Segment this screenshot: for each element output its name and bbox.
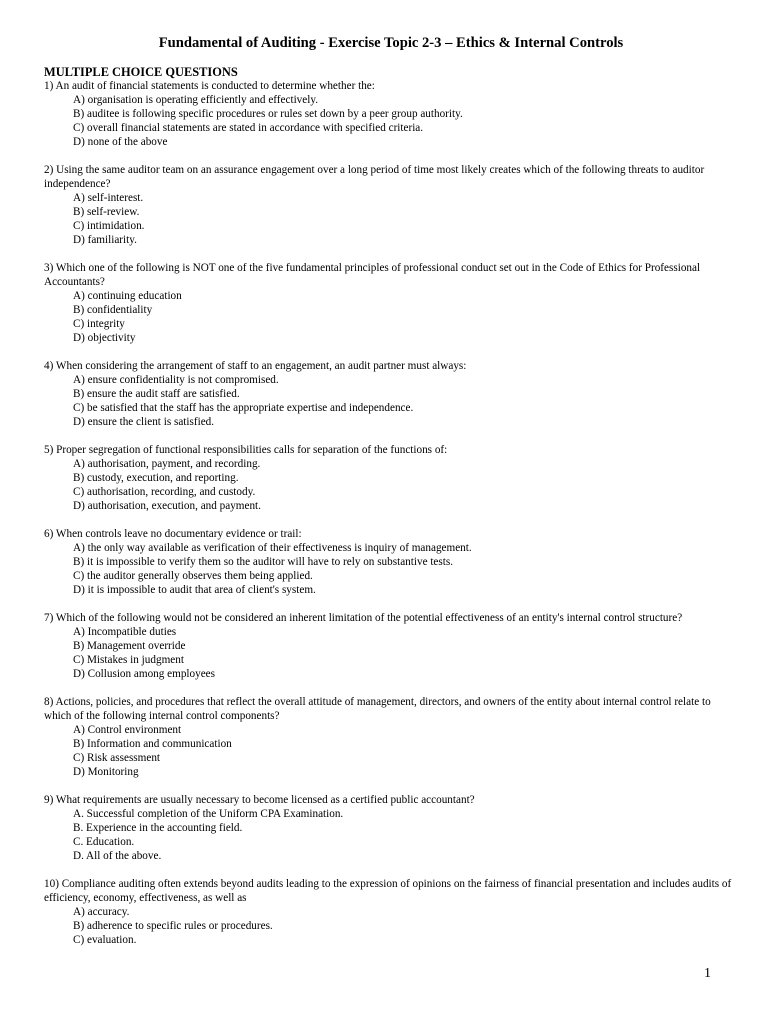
- question-4: [44, 359, 738, 429]
- answer-option: D. All of the above.: [73, 850, 162, 862]
- answer-options: [44, 625, 738, 681]
- question-text: 5) Proper segregation of functional responsibilities calls for separation of the functions of:: [44, 444, 448, 456]
- answer-option: A) continuing education: [73, 290, 182, 302]
- question-text: 1) An audit of financial statements is conducted to determine whether the:: [44, 80, 375, 92]
- question-3: [44, 261, 738, 345]
- question-text: 7) Which of the following would not be considered an inherent limitation of the potential effectiveness of an entity's internal control structure?: [44, 612, 683, 624]
- answer-option: A) Incompatible duties: [73, 626, 177, 638]
- answer-option: A. Successful completion of the Uniform CPA Examination.: [73, 808, 344, 820]
- answer-options: [44, 807, 738, 863]
- answer-option: A) ensure confidentiality is not compromised.: [73, 374, 279, 386]
- answer-option: C. Education.: [73, 836, 135, 848]
- answer-options: [44, 373, 738, 429]
- answer-option: C) intimidation.: [73, 220, 145, 232]
- question-1: [44, 79, 738, 149]
- answer-option: C) Risk assessment: [73, 752, 161, 764]
- question-text: 10) Compliance auditing often extends beyond audits leading to the expression of opinions on the fairness of financial presentation and includes audits of efficiency, economy, effectiveness, as well as: [44, 878, 732, 904]
- answer-option: A) the only way available as verification of their effectiveness is inquiry of management.: [73, 542, 472, 554]
- document-title: Fundamental of Auditing - Exercise Topic 2-3 – Ethics & Internal Controls: [158, 35, 624, 51]
- answer-option: C) overall financial statements are stated in accordance with specified criteria.: [73, 122, 424, 134]
- answer-options: [44, 457, 738, 513]
- answer-option: D) it is impossible to audit that area of client's system.: [73, 584, 316, 596]
- answer-option: C) integrity: [73, 318, 125, 330]
- answer-option: B) Management override: [73, 640, 186, 652]
- answer-option: D) ensure the client is satisfied.: [73, 416, 215, 428]
- answer-option: B) ensure the audit staff are satisfied.: [73, 388, 240, 400]
- answer-option: B. Experience in the accounting field.: [73, 822, 243, 834]
- answer-options: [44, 289, 738, 345]
- answer-option: A) accuracy.: [73, 906, 130, 918]
- section-heading: MULTIPLE CHOICE QUESTIONS: [44, 65, 238, 79]
- answer-option: D) authorisation, execution, and payment.: [73, 500, 261, 512]
- answer-option: D) objectivity: [73, 332, 136, 344]
- answer-options: [44, 191, 738, 247]
- question-text: 4) When considering the arrangement of staff to an engagement, an audit partner must always:: [44, 360, 467, 372]
- question-7: [44, 611, 738, 681]
- answer-option: A) authorisation, payment, and recording.: [73, 458, 261, 470]
- answer-option: B) Information and communication: [73, 738, 232, 750]
- answer-option: C) be satisfied that the staff has the appropriate expertise and independence.: [73, 402, 414, 414]
- answer-option: A) organisation is operating efficiently and effectively.: [73, 94, 319, 106]
- answer-option: C) evaluation.: [73, 934, 137, 946]
- answer-option: D) Collusion among employees: [73, 668, 216, 680]
- question-text: 2) Using the same auditor team on an assurance engagement over a long period of time most likely creates which of the following threats to auditor independence?: [44, 164, 705, 190]
- answer-option: B) self-review.: [73, 206, 140, 218]
- answer-option: B) adherence to specific rules or procedures.: [73, 920, 273, 932]
- question-text: 9) What requirements are usually necessary to become licensed as a certified public accountant?: [44, 794, 475, 806]
- answer-options: [44, 541, 738, 597]
- question-2: [44, 163, 738, 247]
- page-number: 1: [704, 966, 711, 981]
- answer-option: B) confidentiality: [73, 304, 153, 316]
- answer-option: A) self-interest.: [73, 192, 144, 204]
- answer-options: [44, 723, 738, 779]
- question-5: [44, 443, 738, 513]
- answer-options: [44, 93, 738, 149]
- question-8: [44, 695, 738, 779]
- answer-option: C) authorisation, recording, and custody.: [73, 486, 256, 498]
- answer-option: D) Monitoring: [73, 766, 139, 778]
- question-text: 6) When controls leave no documentary evidence or trail:: [44, 528, 302, 540]
- answer-option: B) it is impossible to verify them so the auditor will have to rely on substantive tests.: [73, 556, 454, 568]
- answer-options: [44, 905, 738, 947]
- document-page: [44, 34, 738, 961]
- answer-option: C) Mistakes in judgment: [73, 654, 184, 666]
- question-6: [44, 527, 738, 597]
- answer-option: B) auditee is following specific procedures or rules set down by a peer group authority.: [73, 108, 463, 120]
- question-text: 3) Which one of the following is NOT one of the five fundamental principles of professional conduct set out in the Code of Ethics for Professional Accountants?: [44, 262, 701, 288]
- answer-option: D) none of the above: [73, 136, 168, 148]
- answer-option: C) the auditor generally observes them being applied.: [73, 570, 313, 582]
- answer-option: D) familiarity.: [73, 234, 137, 246]
- answer-option: A) Control environment: [73, 724, 182, 736]
- question-text: 8) Actions, policies, and procedures that reflect the overall attitude of management, directors, and owners of the entity about internal control relate to which of the following internal control components?: [44, 696, 711, 722]
- question-10: [44, 877, 738, 947]
- question-9: [44, 793, 738, 863]
- answer-option: B) custody, execution, and reporting.: [73, 472, 239, 484]
